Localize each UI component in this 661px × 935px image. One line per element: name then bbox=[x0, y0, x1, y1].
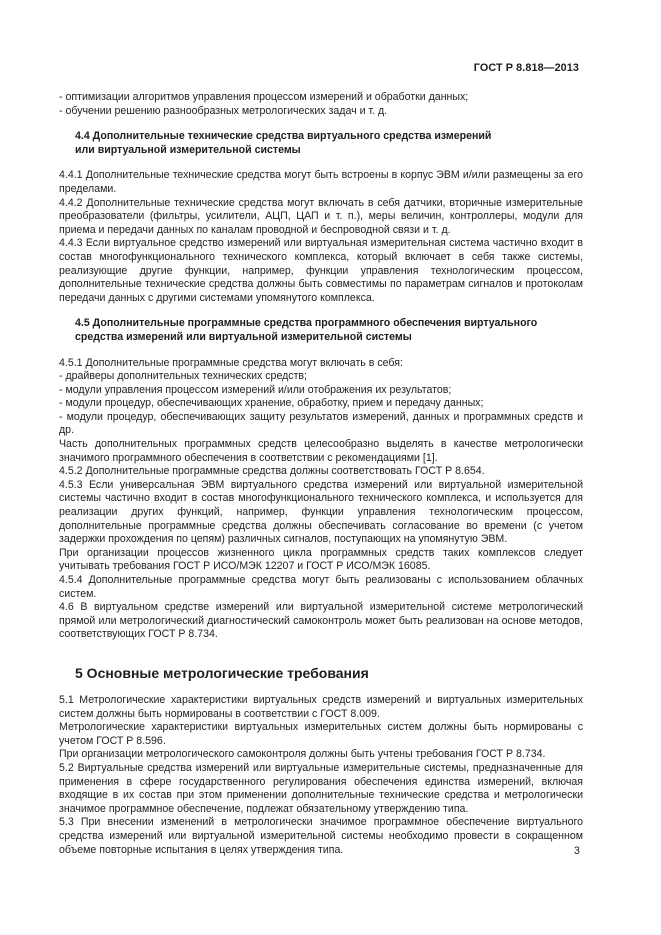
list-item: - модули управления процессом измерений и/или отображения их результатов; bbox=[59, 383, 452, 396]
section-title-4-5 bbox=[59, 317, 583, 344]
paragraph-4-5-2: 4.5.2 Дополнительные программные средства должны соответствовать ГОСТ Р 8.654. bbox=[59, 465, 485, 478]
document-body bbox=[59, 91, 583, 857]
paragraph-4-5-4: 4.5.4 Дополнительные программные средства могут быть реализованы с использованием облачных систем. bbox=[59, 574, 583, 600]
paragraph-4-5-1: 4.5.1 Дополнительные программные средства могут включать в себя: bbox=[59, 356, 403, 369]
chapter-title-5: 5 Основные метрологические требования bbox=[75, 664, 369, 681]
document-header: ГОСТ Р 8.818—2013 bbox=[473, 62, 579, 74]
paragraph-4-4-1: 4.4.1 Дополнительные технические средства могут быть встроены в корпус ЭВМ и/или размещены за его пределами. bbox=[59, 169, 583, 195]
list-item: - модули процедур, обеспечивающих защиту результатов измерений, данных и программных средств и др. bbox=[59, 410, 583, 437]
section-title-line: средства измерений или виртуальной измерительной системы bbox=[75, 330, 412, 343]
paragraph-5-3: 5.3 При внесении изменений в метрологически значимое программное обеспечение виртуального средства измерений или виртуальной измерительной системы необходимо провести в сокращенном объеме повторные испытания в целях утверждения типа. bbox=[59, 816, 583, 856]
paragraph-5-2: 5.2 Виртуальные средства измерений или виртуальные измерительные системы, предназначенные для применения в сфере государственного регулирования обеспечения единства измерений, включая входящие в их состав при этом применении дополнительные технические средства и метрологически значимое программное обеспечение, подлежат обязательному утверждению типа. bbox=[59, 761, 583, 815]
list-item: - оптимизации алгоритмов управления процессом измерений и обработки данных; bbox=[59, 91, 469, 103]
paragraph-5-1: 5.1 Метрологические характеристики виртуальных средств измерений и виртуальных измерительных систем должны быть нормированы в соответствии с ГОСТ 8.009. bbox=[59, 693, 583, 720]
paragraph-4-5-3: 4.5.3 Если универсальная ЭВМ виртуального средства измерений или виртуальной измерительной системы частично входит в состав многофункционального технического комплекса, и используется для реализации других функций, например, функции управления технологическим процессом, дополнительные программные средства должны обеспечивать согласование во времени (с учетом задержки прохождения по цепям) различных сигналов, поступающих на упомянутую ЭВМ. bbox=[59, 478, 583, 546]
list-item: - модули процедур, обеспечивающих хранение, обработку, прием и передачу данных; bbox=[59, 397, 484, 410]
paragraph: Часть дополнительных программных средств целесообразно выделять в качестве метрологически значимого программного обеспечения в соответствии с рекомендациями [1]. bbox=[59, 438, 583, 464]
page-number: 3 bbox=[574, 845, 580, 857]
section-title-line: 4.5 Дополнительные программные средства программного обеспечения виртуального bbox=[75, 317, 538, 330]
list-item: - обучении решению разнообразных метрологических задач и т. д. bbox=[59, 104, 388, 117]
paragraph-4-6: 4.6 В виртуальном средстве измерений или виртуальной измерительной системе метрологический прямой или метрологический диагностический самоконтроль может быть реализован на основе методов, соответствующих ГОСТ Р 8.734. bbox=[59, 601, 583, 641]
list-item: - драйверы дополнительных технических средств; bbox=[59, 370, 308, 383]
paragraph-4-4-3: 4.4.3 Если виртуальное средство измерений или виртуальная измерительная система частично входит в состав многофункционального технического комплекса, который включает в себя также системы, реализующие другие функции, например, функции управления технологическим процессом, дополнительные технические средства должны быть совместимы по параметрам сигналов и протоколам передачи данных с другими системами упомянутого комплекса. bbox=[59, 237, 583, 304]
section-title-line: 4.4 Дополнительные технические средства виртуального средства измерений bbox=[75, 130, 492, 143]
paragraph: При организации метрологического самоконтроля должны быть учтены требования ГОСТ Р 8.734. bbox=[59, 748, 546, 761]
paragraph-4-4-2: 4.4.2 Дополнительные технические средства могут включать в себя датчики, вторичные измерительные преобразователи (фильтры, усилители, АЦП, ЦАП и т. п.), меры величин, контроллеры, модули для приема и передачи данных по каналам проводной и беспроводной связи и т. д. bbox=[59, 196, 583, 236]
paragraph: Метрологические характеристики виртуальных измерительных систем должны быть нормированы с учетом ГОСТ Р 8.596. bbox=[59, 721, 583, 747]
section-title-4-4 bbox=[59, 130, 583, 157]
section-title-line: или виртуальной измерительной системы bbox=[75, 143, 301, 156]
paragraph: При организации процессов жизненного цикла программных средств таких комплексов следует учитывать требования ГОСТ Р ИСО/МЭК 12207 и ГОСТ Р ИСО/МЭК 16085. bbox=[59, 546, 583, 573]
